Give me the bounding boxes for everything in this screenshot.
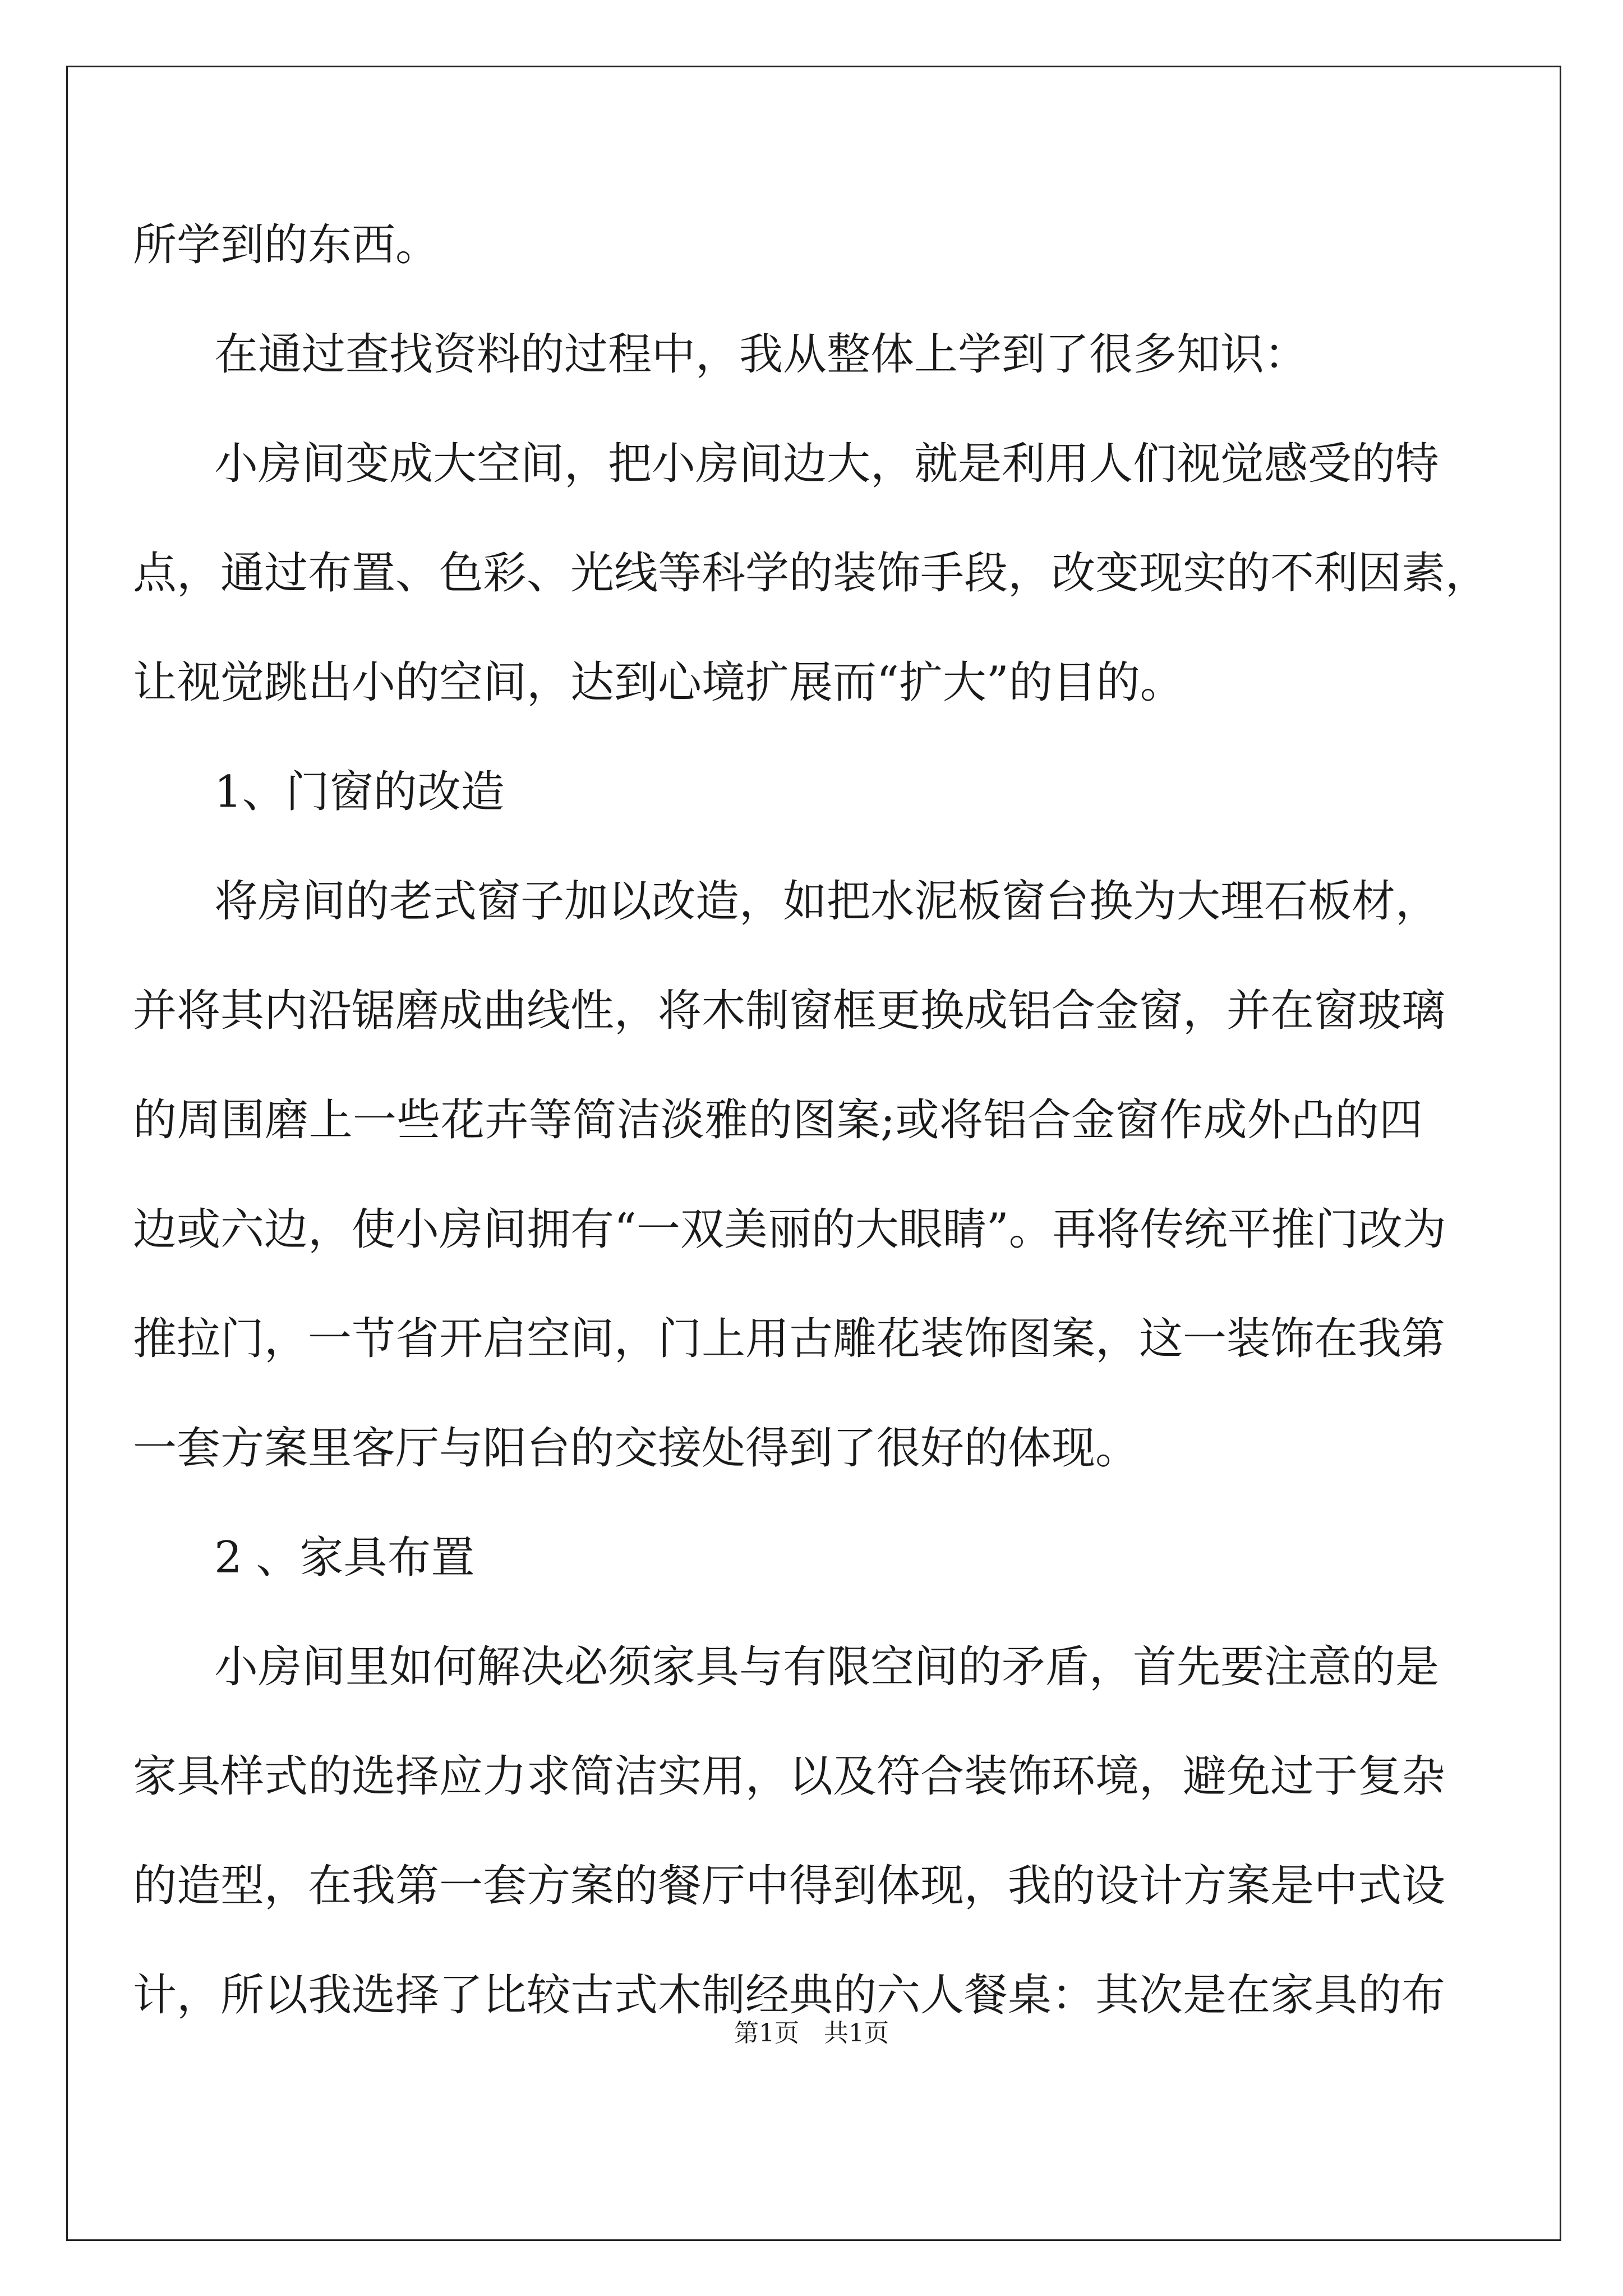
paragraph-line: 让视觉跳出小的空间，达到心境扩展而“扩大”的目的。: [133, 657, 1184, 708]
paragraph-line: 家具样式的选择应力求简洁实用，以及符合装饰环境，避免过于复杂: [133, 1751, 1446, 1802]
paragraph-line: 一套方案里客厅与阳台的交接处得到了很好的体现。: [133, 1423, 1140, 1474]
paragraph-line: 点，通过布置、色彩、光线等科学的装饰手段，改变现实的不利因素，: [133, 548, 1490, 599]
paragraph-line: 推拉门，一节省开启空间，门上用古雕花装饰图案，这一装饰在我第: [133, 1314, 1446, 1364]
page-footer: 第1页 共1页: [734, 2019, 889, 2047]
paragraph-line: 边或六边，使小房间拥有“一双美丽的大眼睛”。再将传统平推门改为: [133, 1204, 1446, 1255]
paragraph-line: 并将其内沿锯磨成曲线性，将木制窗框更换成铝合金窗，并在窗玻璃: [133, 986, 1446, 1036]
paragraph-line: 小房间变成大空间，把小房间边大，就是利用人们视觉感受的特: [214, 439, 1440, 489]
section-heading: 1、门窗的改造: [214, 767, 505, 817]
paragraph-line: 在通过查找资料的过程中，我从整体上学到了很多知识：: [214, 329, 1308, 380]
paragraph-line: 将房间的老式窗子加以改造，如把水泥板窗台换为大理石板材，: [214, 876, 1440, 927]
paragraph-line: 所学到的东西。: [133, 220, 440, 270]
paragraph-line: 的周围磨上一些花卉等简洁淡雅的图案;或将铝合金窗作成外凸的四: [133, 1095, 1423, 1145]
paragraph-line: 计，所以我选择了比较古式木制经典的六人餐桌：其次是在家具的布: [133, 1970, 1446, 2021]
paragraph-line: 的造型，在我第一套方案的餐厅中得到体现，我的设计方案是中式设: [133, 1861, 1446, 1911]
section-heading: 2 、家具布置: [214, 1533, 475, 1583]
paragraph-line: 小房间里如何解决必须家具与有限空间的矛盾，首先要注意的是: [214, 1642, 1440, 1692]
page-border: [66, 66, 1561, 2241]
